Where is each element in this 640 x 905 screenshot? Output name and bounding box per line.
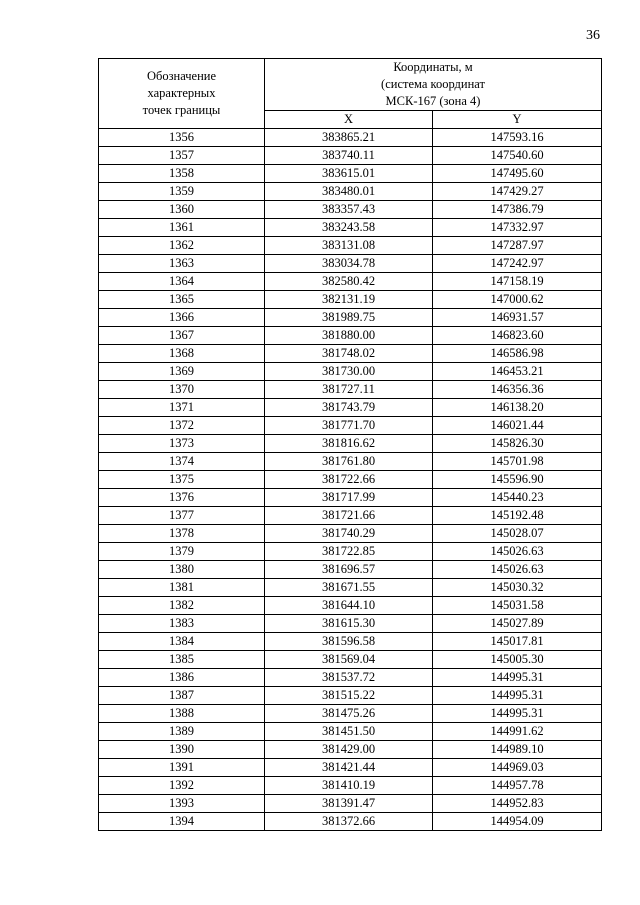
point-label-line: точек границы <box>142 103 221 117</box>
table-row <box>99 471 602 489</box>
coordinates-table <box>98 58 602 831</box>
x-coordinate-cell: 383131.08 <box>265 237 433 255</box>
x-coordinate-cell: 381671.55 <box>265 579 433 597</box>
x-coordinate-cell: 381537.72 <box>265 669 433 687</box>
point-id-cell: 1393 <box>99 795 265 813</box>
point-id-cell: 1357 <box>99 147 265 165</box>
table-row <box>99 327 602 345</box>
x-coordinate-cell: 381696.57 <box>265 561 433 579</box>
y-coordinate-cell: 146021.44 <box>433 417 602 435</box>
table-row <box>99 525 602 543</box>
x-coordinate-cell: 381569.04 <box>265 651 433 669</box>
coordinates-header <box>265 59 602 111</box>
point-id-cell: 1366 <box>99 309 265 327</box>
y-coordinate-cell: 144995.31 <box>433 705 602 723</box>
point-id-cell: 1370 <box>99 381 265 399</box>
table-row <box>99 813 602 831</box>
table-row <box>99 543 602 561</box>
x-coordinate-cell: 381880.00 <box>265 327 433 345</box>
x-coordinate-cell: 383243.58 <box>265 219 433 237</box>
x-coordinate-cell: 381615.30 <box>265 615 433 633</box>
table-row <box>99 381 602 399</box>
table-row <box>99 255 602 273</box>
table-row <box>99 453 602 471</box>
coordinates-header-line: Координаты, м <box>393 60 473 74</box>
x-coordinate-cell: 381730.00 <box>265 363 433 381</box>
x-coordinate-cell: 381722.66 <box>265 471 433 489</box>
point-id-cell: 1367 <box>99 327 265 345</box>
table-row <box>99 345 602 363</box>
table-row <box>99 219 602 237</box>
table-row <box>99 363 602 381</box>
y-coordinate-cell: 144989.10 <box>433 741 602 759</box>
table-row <box>99 147 602 165</box>
point-id-cell: 1369 <box>99 363 265 381</box>
table-row <box>99 561 602 579</box>
table-row <box>99 705 602 723</box>
point-label-line: характерных <box>147 86 216 100</box>
coordinates-header-line: (система координат <box>381 77 485 91</box>
table-row <box>99 309 602 327</box>
y-coordinate-cell: 147242.97 <box>433 255 602 273</box>
x-coordinate-cell: 381429.00 <box>265 741 433 759</box>
y-coordinate-cell: 147332.97 <box>433 219 602 237</box>
y-coordinate-cell: 144954.09 <box>433 813 602 831</box>
x-coordinate-cell: 381596.58 <box>265 633 433 651</box>
table-row <box>99 201 602 219</box>
x-coordinate-cell: 381515.22 <box>265 687 433 705</box>
y-coordinate-cell: 145026.63 <box>433 561 602 579</box>
y-coordinate-cell: 145826.30 <box>433 435 602 453</box>
x-coordinate-cell: 383480.01 <box>265 183 433 201</box>
table-row <box>99 741 602 759</box>
x-coordinate-cell: 381740.29 <box>265 525 433 543</box>
point-id-cell: 1371 <box>99 399 265 417</box>
table-row <box>99 777 602 795</box>
table-row <box>99 597 602 615</box>
y-coordinate-cell: 145030.32 <box>433 579 602 597</box>
y-coordinate-cell: 146931.57 <box>433 309 602 327</box>
x-coordinate-cell: 381989.75 <box>265 309 433 327</box>
table-row <box>99 795 602 813</box>
y-coordinate-cell: 146138.20 <box>433 399 602 417</box>
y-coordinate-cell: 147158.19 <box>433 273 602 291</box>
point-id-cell: 1383 <box>99 615 265 633</box>
x-coordinate-cell: 381748.02 <box>265 345 433 363</box>
point-id-cell: 1362 <box>99 237 265 255</box>
table-row <box>99 687 602 705</box>
point-id-cell: 1391 <box>99 759 265 777</box>
x-coordinate-cell: 381721.66 <box>265 507 433 525</box>
y-coordinate-cell: 147540.60 <box>433 147 602 165</box>
point-label-header <box>99 59 265 129</box>
table-row <box>99 759 602 777</box>
x-coordinate-cell: 382580.42 <box>265 273 433 291</box>
y-coordinate-cell: 147000.62 <box>433 291 602 309</box>
table-row <box>99 435 602 453</box>
table-row <box>99 417 602 435</box>
y-coordinate-cell: 145028.07 <box>433 525 602 543</box>
table-row <box>99 669 602 687</box>
point-id-cell: 1378 <box>99 525 265 543</box>
point-id-cell: 1374 <box>99 453 265 471</box>
y-coordinate-cell: 145017.81 <box>433 633 602 651</box>
table-row <box>99 651 602 669</box>
point-id-cell: 1373 <box>99 435 265 453</box>
point-id-cell: 1382 <box>99 597 265 615</box>
x-coordinate-cell: 381727.11 <box>265 381 433 399</box>
point-id-cell: 1363 <box>99 255 265 273</box>
y-coordinate-cell: 145005.30 <box>433 651 602 669</box>
y-coordinate-cell: 146356.36 <box>433 381 602 399</box>
point-id-cell: 1394 <box>99 813 265 831</box>
y-coordinate-cell: 147495.60 <box>433 165 602 183</box>
y-coordinate-cell: 145596.90 <box>433 471 602 489</box>
y-coordinate-cell: 146453.21 <box>433 363 602 381</box>
table-row <box>99 579 602 597</box>
point-id-cell: 1392 <box>99 777 265 795</box>
point-id-cell: 1380 <box>99 561 265 579</box>
point-id-cell: 1375 <box>99 471 265 489</box>
point-id-cell: 1381 <box>99 579 265 597</box>
x-coordinate-cell: 381391.47 <box>265 795 433 813</box>
table-body <box>99 129 602 831</box>
point-id-cell: 1387 <box>99 687 265 705</box>
table-row <box>99 723 602 741</box>
x-coordinate-cell: 381644.10 <box>265 597 433 615</box>
point-id-cell: 1368 <box>99 345 265 363</box>
y-coordinate-cell: 144952.83 <box>433 795 602 813</box>
point-id-cell: 1386 <box>99 669 265 687</box>
table-row <box>99 165 602 183</box>
coordinates-header-line: МСК-167 (зона 4) <box>385 94 481 108</box>
x-column-header: X <box>265 111 433 129</box>
y-coordinate-cell: 144991.62 <box>433 723 602 741</box>
table-row <box>99 489 602 507</box>
x-coordinate-cell: 381722.85 <box>265 543 433 561</box>
x-coordinate-cell: 381451.50 <box>265 723 433 741</box>
y-coordinate-cell: 145701.98 <box>433 453 602 471</box>
table-row <box>99 507 602 525</box>
y-coordinate-cell: 145031.58 <box>433 597 602 615</box>
y-coordinate-cell: 144995.31 <box>433 687 602 705</box>
point-id-cell: 1364 <box>99 273 265 291</box>
x-coordinate-cell: 381372.66 <box>265 813 433 831</box>
table-header <box>99 59 602 129</box>
table-row <box>99 129 602 147</box>
x-coordinate-cell: 381717.99 <box>265 489 433 507</box>
x-coordinate-cell: 381771.70 <box>265 417 433 435</box>
x-coordinate-cell: 383615.01 <box>265 165 433 183</box>
table-row <box>99 633 602 651</box>
x-coordinate-cell: 383740.11 <box>265 147 433 165</box>
y-coordinate-cell: 147287.97 <box>433 237 602 255</box>
y-coordinate-cell: 146586.98 <box>433 345 602 363</box>
y-coordinate-cell: 145027.89 <box>433 615 602 633</box>
y-coordinate-cell: 147593.16 <box>433 129 602 147</box>
y-coordinate-cell: 144969.03 <box>433 759 602 777</box>
y-coordinate-cell: 144995.31 <box>433 669 602 687</box>
x-coordinate-cell: 383357.43 <box>265 201 433 219</box>
point-id-cell: 1377 <box>99 507 265 525</box>
table-row <box>99 273 602 291</box>
x-coordinate-cell: 382131.19 <box>265 291 433 309</box>
point-label-line: Обозначение <box>146 69 217 83</box>
x-coordinate-cell: 381743.79 <box>265 399 433 417</box>
point-id-cell: 1361 <box>99 219 265 237</box>
y-coordinate-cell: 147429.27 <box>433 183 602 201</box>
table-row <box>99 183 602 201</box>
table-row <box>99 615 602 633</box>
point-id-cell: 1379 <box>99 543 265 561</box>
point-id-cell: 1359 <box>99 183 265 201</box>
x-coordinate-cell: 381816.62 <box>265 435 433 453</box>
page-number: 36 <box>586 28 600 43</box>
point-id-cell: 1388 <box>99 705 265 723</box>
point-id-cell: 1372 <box>99 417 265 435</box>
table-row <box>99 237 602 255</box>
y-coordinate-cell: 144957.78 <box>433 777 602 795</box>
y-coordinate-cell: 145026.63 <box>433 543 602 561</box>
point-id-cell: 1389 <box>99 723 265 741</box>
x-coordinate-cell: 383865.21 <box>265 129 433 147</box>
y-coordinate-cell: 145192.48 <box>433 507 602 525</box>
point-id-cell: 1360 <box>99 201 265 219</box>
point-id-cell: 1385 <box>99 651 265 669</box>
y-coordinate-cell: 147386.79 <box>433 201 602 219</box>
table-row <box>99 291 602 309</box>
y-column-header: Y <box>433 111 602 129</box>
point-id-cell: 1390 <box>99 741 265 759</box>
table-row <box>99 399 602 417</box>
x-coordinate-cell: 381761.80 <box>265 453 433 471</box>
x-coordinate-cell: 381410.19 <box>265 777 433 795</box>
y-coordinate-cell: 146823.60 <box>433 327 602 345</box>
x-coordinate-cell: 381475.26 <box>265 705 433 723</box>
point-id-cell: 1365 <box>99 291 265 309</box>
x-coordinate-cell: 381421.44 <box>265 759 433 777</box>
point-id-cell: 1376 <box>99 489 265 507</box>
point-id-cell: 1384 <box>99 633 265 651</box>
point-id-cell: 1358 <box>99 165 265 183</box>
point-id-cell: 1356 <box>99 129 265 147</box>
y-coordinate-cell: 145440.23 <box>433 489 602 507</box>
x-coordinate-cell: 383034.78 <box>265 255 433 273</box>
